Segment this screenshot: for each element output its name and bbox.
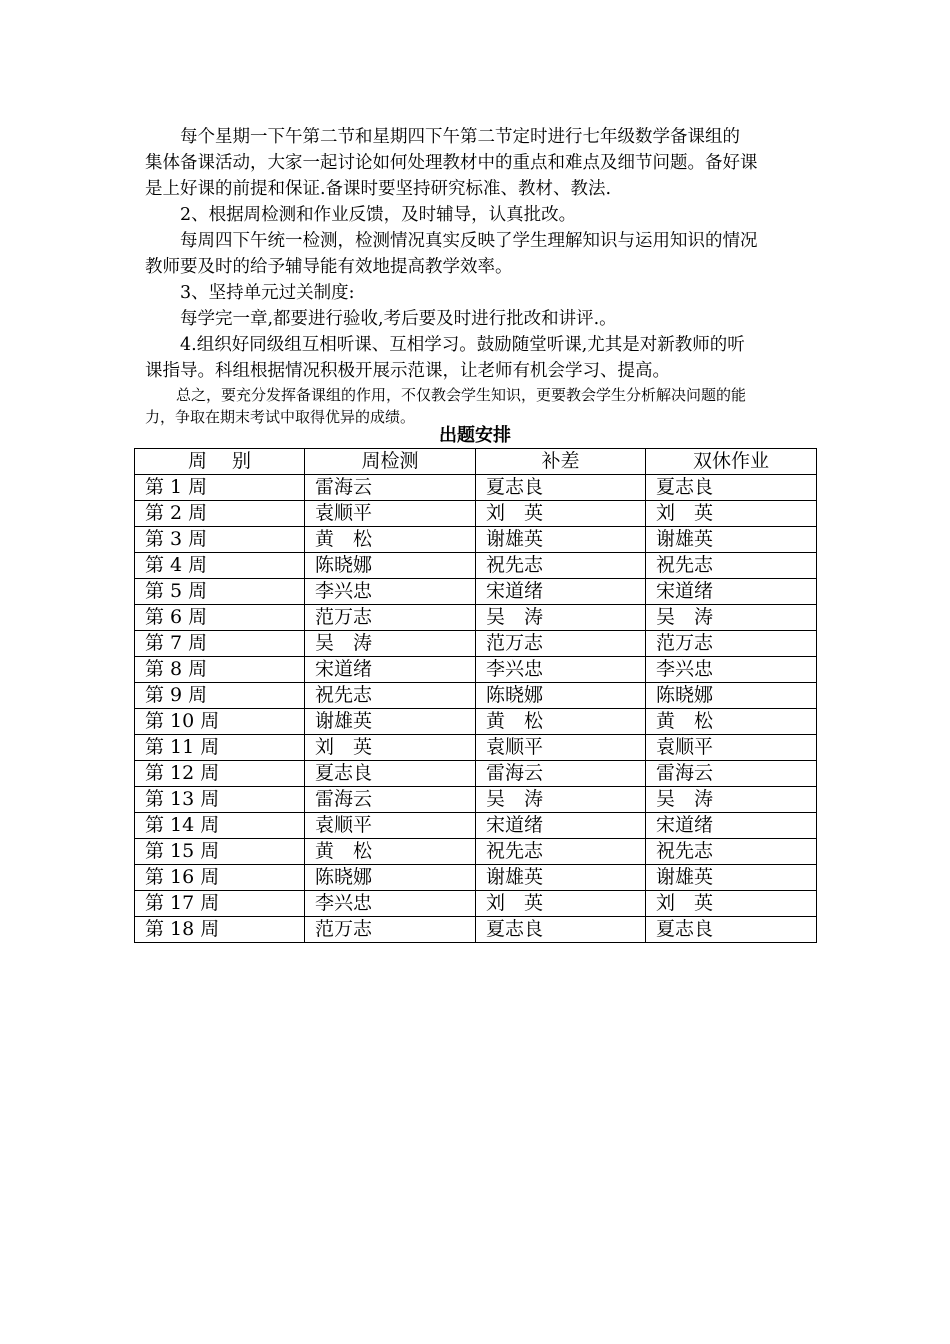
paragraph-line: 4.组织好同级组互相听课、互相学习。鼓励随堂听课,尤其是对新教师的听 xyxy=(180,335,745,355)
cell-weekend-homework: 宋道绪 xyxy=(646,813,817,839)
cell-weekend-homework: 黄 松 xyxy=(646,709,817,735)
cell-weekly-test: 雷海云 xyxy=(305,475,476,501)
table-row xyxy=(135,579,817,605)
cell-remedial: 谢雄英 xyxy=(476,865,646,891)
cell-weekly-test: 吴 涛 xyxy=(305,631,476,657)
paragraph-line: 2、根据周检测和作业反馈，及时辅导，认真批改。 xyxy=(180,205,577,225)
cell-weekly-test: 范万志 xyxy=(305,605,476,631)
cell-week: 第 2 周 xyxy=(135,501,305,527)
cell-weekend-homework: 谢雄英 xyxy=(646,527,817,553)
cell-weekend-homework: 祝先志 xyxy=(646,553,817,579)
cell-week: 第 4 周 xyxy=(135,553,305,579)
cell-weekend-homework: 夏志良 xyxy=(646,917,817,943)
table-row xyxy=(135,917,817,943)
cell-remedial: 范万志 xyxy=(476,631,646,657)
table-row xyxy=(135,553,817,579)
cell-week: 第 6 周 xyxy=(135,605,305,631)
cell-remedial: 黄 松 xyxy=(476,709,646,735)
paragraph-line: 教师要及时的给予辅导能有效地提高教学效率。 xyxy=(145,257,513,277)
table-row xyxy=(135,475,817,501)
header-week: 周 别 xyxy=(135,449,305,475)
cell-weekly-test: 黄 松 xyxy=(305,839,476,865)
cell-remedial: 陈晓娜 xyxy=(476,683,646,709)
paragraph-line: 课指导。科组根据情况积极开展示范课，让老师有机会学习、提高。 xyxy=(145,361,670,381)
cell-weekend-homework: 刘 英 xyxy=(646,891,817,917)
cell-week: 第 11 周 xyxy=(135,735,305,761)
table-row xyxy=(135,735,817,761)
cell-weekend-homework: 夏志良 xyxy=(646,475,817,501)
table-row xyxy=(135,657,817,683)
cell-week: 第 14 周 xyxy=(135,813,305,839)
table-row xyxy=(135,761,817,787)
table-row xyxy=(135,839,817,865)
header-weekend-homework: 双休作业 xyxy=(646,449,817,475)
cell-weekly-test: 谢雄英 xyxy=(305,709,476,735)
cell-weekly-test: 黄 松 xyxy=(305,527,476,553)
table-row xyxy=(135,787,817,813)
cell-week: 第 9 周 xyxy=(135,683,305,709)
cell-week: 第 1 周 xyxy=(135,475,305,501)
cell-weekend-homework: 陈晓娜 xyxy=(646,683,817,709)
cell-weekend-homework: 袁顺平 xyxy=(646,735,817,761)
cell-week: 第 15 周 xyxy=(135,839,305,865)
cell-weekly-test: 夏志良 xyxy=(305,761,476,787)
cell-remedial: 祝先志 xyxy=(476,839,646,865)
cell-weekend-homework: 吴 涛 xyxy=(646,787,817,813)
cell-remedial: 吴 涛 xyxy=(476,605,646,631)
cell-week: 第 16 周 xyxy=(135,865,305,891)
cell-weekly-test: 袁顺平 xyxy=(305,501,476,527)
cell-weekly-test: 祝先志 xyxy=(305,683,476,709)
cell-week: 第 5 周 xyxy=(135,579,305,605)
table-row xyxy=(135,631,817,657)
cell-weekly-test: 袁顺平 xyxy=(305,813,476,839)
paragraph-line: 力，争取在期末考试中取得优异的成绩。 xyxy=(145,408,416,426)
cell-remedial: 谢雄英 xyxy=(476,527,646,553)
table-body xyxy=(135,475,817,943)
paragraph-line: 每周四下午统一检测，检测情况真实反映了学生理解知识与运用知识的情况 xyxy=(180,231,758,251)
paragraph-line: 3、坚持单元过关制度: xyxy=(180,283,355,303)
cell-remedial: 宋道绪 xyxy=(476,579,646,605)
paragraph-line: 集体备课活动，大家一起讨论如何处理教材中的重点和难点及细节问题。备好课 xyxy=(145,153,758,173)
header-weekly-test: 周检测 xyxy=(305,449,476,475)
cell-remedial: 夏志良 xyxy=(476,917,646,943)
cell-remedial: 李兴忠 xyxy=(476,657,646,683)
cell-weekend-homework: 谢雄英 xyxy=(646,865,817,891)
cell-remedial: 刘 英 xyxy=(476,891,646,917)
cell-remedial: 祝先志 xyxy=(476,553,646,579)
table-row xyxy=(135,683,817,709)
cell-week: 第 13 周 xyxy=(135,787,305,813)
header-remedial: 补差 xyxy=(476,449,646,475)
cell-weekly-test: 刘 英 xyxy=(305,735,476,761)
table-row xyxy=(135,865,817,891)
table-row xyxy=(135,891,817,917)
cell-week: 第 17 周 xyxy=(135,891,305,917)
paragraph-line: 每学完一章,都要进行验收,考后要及时进行批改和讲评.。 xyxy=(180,309,617,329)
cell-weekend-homework: 李兴忠 xyxy=(646,657,817,683)
table-title: 出题安排 xyxy=(439,425,511,446)
cell-weekend-homework: 宋道绪 xyxy=(646,579,817,605)
cell-week: 第 7 周 xyxy=(135,631,305,657)
table-row xyxy=(135,709,817,735)
cell-remedial: 袁顺平 xyxy=(476,735,646,761)
cell-week: 第 10 周 xyxy=(135,709,305,735)
cell-remedial: 刘 英 xyxy=(476,501,646,527)
cell-week: 第 3 周 xyxy=(135,527,305,553)
cell-week: 第 18 周 xyxy=(135,917,305,943)
cell-weekly-test: 雷海云 xyxy=(305,787,476,813)
paragraph-line: 总之，要充分发挥备课组的作用，不仅教会学生知识，更要教会学生分析解决问题的能 xyxy=(176,386,747,404)
cell-weekend-homework: 刘 英 xyxy=(646,501,817,527)
table-row xyxy=(135,527,817,553)
cell-weekly-test: 范万志 xyxy=(305,917,476,943)
cell-weekly-test: 李兴忠 xyxy=(305,891,476,917)
cell-week: 第 8 周 xyxy=(135,657,305,683)
table-row xyxy=(135,813,817,839)
cell-weekly-test: 宋道绪 xyxy=(305,657,476,683)
paragraph-line: 是上好课的前提和保证.备课时要坚持研究标准、教材、教法. xyxy=(145,179,612,199)
paragraph-line: 每个星期一下午第二节和星期四下午第二节定时进行七年级数学备课组的 xyxy=(180,127,740,147)
cell-remedial: 雷海云 xyxy=(476,761,646,787)
cell-remedial: 吴 涛 xyxy=(476,787,646,813)
table-row xyxy=(135,501,817,527)
cell-weekend-homework: 范万志 xyxy=(646,631,817,657)
cell-weekend-homework: 雷海云 xyxy=(646,761,817,787)
table-row xyxy=(135,605,817,631)
cell-weekend-homework: 吴 涛 xyxy=(646,605,817,631)
cell-remedial: 夏志良 xyxy=(476,475,646,501)
cell-weekly-test: 陈晓娜 xyxy=(305,553,476,579)
cell-remedial: 宋道绪 xyxy=(476,813,646,839)
table-header-row xyxy=(135,449,817,475)
cell-weekend-homework: 祝先志 xyxy=(646,839,817,865)
schedule-table xyxy=(134,448,817,943)
cell-weekly-test: 李兴忠 xyxy=(305,579,476,605)
cell-weekly-test: 陈晓娜 xyxy=(305,865,476,891)
cell-week: 第 12 周 xyxy=(135,761,305,787)
